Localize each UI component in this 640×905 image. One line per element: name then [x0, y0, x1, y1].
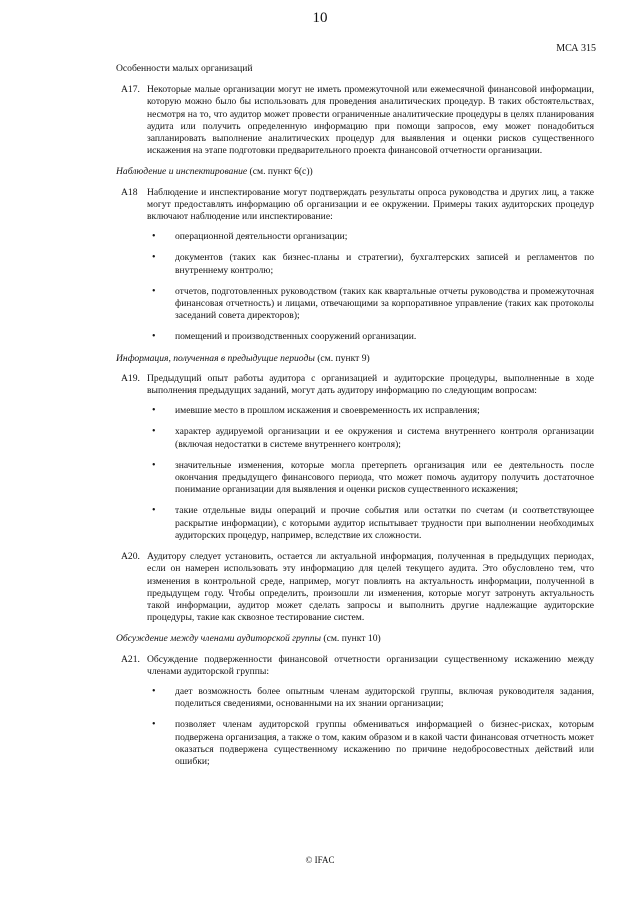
paragraph-text: Наблюдение и инспектирование могут подтверждать результаты опроса руководства и других лиц, а также могут предоставлять информацию об организации и ее окружении. Примеры таких аудиторских процедур включают наблюдение или инспектирование: [147, 186, 594, 223]
paragraph-number: A21. [121, 653, 140, 665]
paragraph-text: Некоторые малые организации могут не иметь промежуточной или ежемесячной финансовой информации, которую можно было бы использовать для проведения аналитических процедур. В таких обстоятельствах, несмотря на то, что аудитор может провести ограниченные аналитические процедуры в целях планирования аудита или получить определенную информацию при помощи запросов, ему может понадобиться запланировать выполнение аналитических процедур для выявления и оценки рисков существенного искажения на этапе подготовки предварительного проекта финансовой отчетности организации. [147, 84, 594, 157]
list-item: • позволяет членам аудиторской группы обмениваться информацией о бизнес-рисках, которым подвержена организация, а также о том, каким образом и в какой части финансовая отчетность может оказаться подвержена существенному искажению по причине недобросовестных действий или ошибки; [147, 719, 594, 768]
bullet-list [147, 686, 594, 768]
list-item: • дает возможность более опытным членам аудиторской группы, включая руководителя задания, поделиться сведениями, основанными на их знании организации; [147, 686, 594, 710]
paragraph-a18 [116, 187, 594, 344]
list-item: • операционной деятельности организации; [147, 231, 594, 243]
page-number: 10 [312, 10, 328, 26]
document-body [116, 63, 594, 777]
subheading-title: Информация, полученная в предыдущие периоды [116, 352, 315, 364]
list-item: • имевшие место в прошлом искажения и своевременность их исправления; [147, 405, 594, 417]
bullet-list [147, 405, 594, 542]
subheading-ref: (см. пункт 9) [314, 352, 370, 364]
bullet-list [147, 231, 594, 343]
subheading-observation [116, 166, 594, 178]
subheading-title: Наблюдение и инспектирование [116, 166, 248, 178]
subheading-team-discussion [116, 633, 594, 645]
paragraph-number: A17. [121, 84, 140, 96]
paragraph-a17 [116, 84, 594, 157]
paragraph-a20 [116, 551, 594, 624]
list-item: • отчетов, подготовленных руководством (таких как квартальные отчеты руководства и промежуточная финансовая отчетность) и лицами, отвечающими за корпоративное управление (таких как протоколы заседаний совета директоров); [147, 286, 594, 323]
paragraph-text: Предыдущий опыт работы аудитора с организацией и аудиторские процедуры, выполненные в ходе выполнения предыдущих заданий, могут дать аудитору информацию по следующим вопросам: [147, 372, 594, 397]
subheading-title: Обсуждение между членами аудиторской группы [116, 633, 321, 645]
list-item: • документов (таких как бизнес-планы и стратегии), бухгалтерских записей и регламентов по внутреннему контролю; [147, 252, 594, 276]
subheading-ref: (см. пункт 6(c)) [247, 166, 313, 178]
list-item: • помещений и производственных сооружений организации. [147, 331, 594, 343]
list-item: • характер аудируемой организации и ее окружения и система внутреннего контроля организации (включая недостатки в системе внутреннего контроля); [147, 426, 594, 450]
subheading-prior-periods [116, 353, 594, 365]
section-heading: Особенности малых организаций [116, 63, 253, 74]
paragraph-number: A20. [121, 551, 140, 563]
paragraph-number: A18 [121, 186, 138, 198]
paragraph-text: Аудитору следует установить, остается ли актуальной информация, полученная в предыдущих периодах, если он намерен использовать эту информацию для целей текущего аудита. Это обусловлено тем, что изменения в контрольной среде, например, могут повлиять на актуальность информации, полученной в предыдущем году. Чтобы определить, произошли ли изменения, которые могут затронуть актуальность такой информации, аудитор может сделать запросы и выполнить другие надлежащие аудиторские процедуры, такие как сквозное тестирование систем. [147, 551, 594, 624]
subheading-ref: (см. пункт 10) [321, 633, 381, 645]
standard-code: МСА 315 [556, 43, 596, 54]
paragraph-a19 [116, 373, 594, 542]
copyright-footer: © IFAC [305, 855, 335, 865]
paragraph-a21 [116, 654, 594, 769]
list-item: • значительные изменения, которые могла претерпеть организация или ее деятельность после окончания предыдущего финансового периода, что может помочь аудитору получить достаточное понимание организации для выявления и оценки рисков существенного искажения; [147, 460, 594, 497]
list-item: • такие отдельные виды операций и прочие события или остатки по счетам (и соответствующее раскрытие информации), с которыми аудитор испытывает трудности при выполнении необходимых аудиторских процедур, например, вследствие их сложности. [147, 505, 594, 542]
paragraph-text: Обсуждение подверженности финансовой отчетности организации существенному искажению между членами аудиторской группы: [147, 653, 594, 677]
paragraph-number: A19. [121, 372, 140, 384]
